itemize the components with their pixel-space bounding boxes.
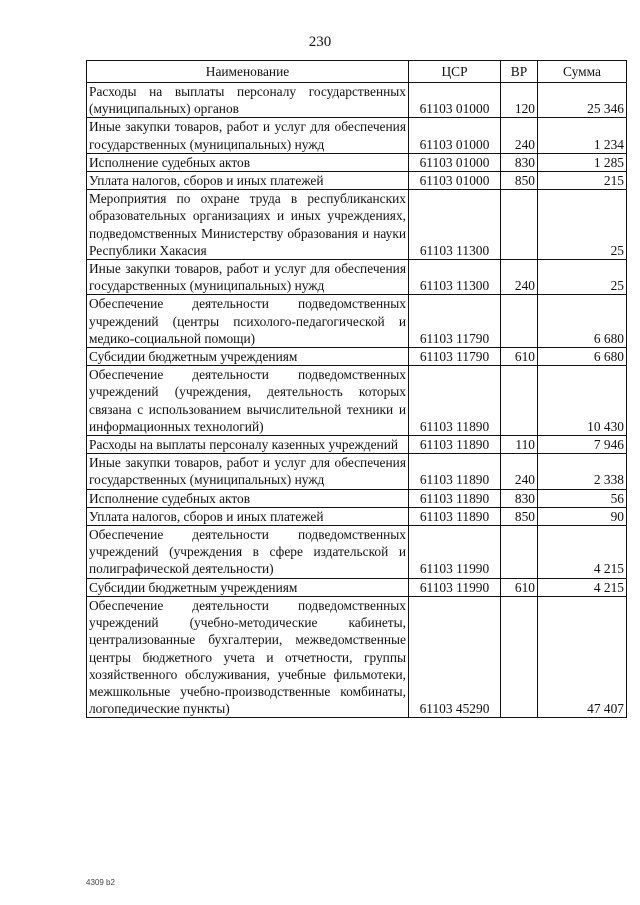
row-name: Обеспечение деятельности подведомственных учреждений (учебно-методические кабинеты, централизованные бухгалтерии, межведомственные центры бюджетного учета и отчетности, группы хозяйственного обслуживания, учебные фильмотеки, межшкольные учебно-производственные комбинаты, логопедические пункты) — [87, 596, 409, 717]
row-vr — [501, 526, 538, 579]
row-name: Уплата налогов, сборов и иных платежей — [87, 172, 409, 190]
header-vr: ВР — [501, 61, 538, 83]
row-name: Иные закупки товаров, работ и услуг для обеспечения государственных (муниципальных) нужд — [87, 118, 409, 153]
row-name: Субсидии бюджетным учреждениям — [87, 348, 409, 366]
row-sum: 215 — [538, 172, 627, 190]
row-vr — [501, 596, 538, 717]
row-sum: 1 234 — [538, 118, 627, 153]
row-vr: 240 — [501, 454, 538, 489]
row-csr: 61103 11790 — [409, 348, 501, 366]
row-sum: 90 — [538, 507, 627, 525]
table-row — [87, 526, 627, 579]
row-csr: 61103 11990 — [409, 526, 501, 579]
table-row — [87, 348, 627, 366]
row-csr: 61103 11790 — [409, 295, 501, 348]
table-row — [87, 596, 627, 717]
row-csr: 61103 11890 — [409, 436, 501, 454]
row-name: Расходы на выплаты персоналу казенных учреждений — [87, 436, 409, 454]
row-vr: 830 — [501, 489, 538, 507]
row-sum: 1 285 — [538, 153, 627, 171]
row-sum: 4 215 — [538, 526, 627, 579]
row-csr: 61103 01000 — [409, 118, 501, 153]
row-vr: 610 — [501, 348, 538, 366]
header-sum: Сумма — [538, 61, 627, 83]
row-csr: 61103 01000 — [409, 172, 501, 190]
page-number: 230 — [308, 34, 332, 50]
row-sum: 4 215 — [538, 578, 627, 596]
row-csr: 61103 11890 — [409, 366, 501, 436]
row-sum: 7 946 — [538, 436, 627, 454]
row-sum: 25 — [538, 260, 627, 295]
row-vr: 830 — [501, 153, 538, 171]
row-sum: 6 680 — [538, 295, 627, 348]
row-name: Обеспечение деятельности подведомственных учреждений (учреждения в сфере издательской и полиграфической деятельности) — [87, 526, 409, 579]
row-vr: 120 — [501, 83, 538, 118]
row-csr: 61103 11890 — [409, 489, 501, 507]
row-csr: 61103 01000 — [409, 153, 501, 171]
table-row — [87, 295, 627, 348]
row-sum: 2 338 — [538, 454, 627, 489]
row-sum: 47 407 — [538, 596, 627, 717]
table-row — [87, 118, 627, 153]
row-csr: 61103 11890 — [409, 507, 501, 525]
row-csr: 61103 01000 — [409, 83, 501, 118]
table-row — [87, 153, 627, 171]
table-row — [87, 83, 627, 118]
row-sum: 10 430 — [538, 366, 627, 436]
row-sum: 6 680 — [538, 348, 627, 366]
table-row — [87, 454, 627, 489]
footer-code: 4309 b2 — [86, 878, 115, 887]
row-name: Иные закупки товаров, работ и услуг для обеспечения государственных (муниципальных) нужд — [87, 260, 409, 295]
row-vr: 240 — [501, 118, 538, 153]
table-row — [87, 260, 627, 295]
row-vr: 240 — [501, 260, 538, 295]
row-name: Исполнение судебных актов — [87, 153, 409, 171]
table-row — [87, 172, 627, 190]
row-name: Субсидии бюджетным учреждениям — [87, 578, 409, 596]
table-header-row — [87, 61, 627, 83]
header-csr: ЦСР — [409, 61, 501, 83]
table-row — [87, 436, 627, 454]
row-name: Расходы на выплаты персоналу государственных (муниципальных) органов — [87, 83, 409, 118]
row-csr: 61103 11990 — [409, 578, 501, 596]
row-sum: 25 346 — [538, 83, 627, 118]
table-row — [87, 507, 627, 525]
row-vr: 110 — [501, 436, 538, 454]
row-name: Обеспечение деятельности подведомственных учреждений (учреждения, деятельность которых связана с использованием вычислительной техники и информационных технологий) — [87, 366, 409, 436]
table-row — [87, 489, 627, 507]
row-vr: 850 — [501, 507, 538, 525]
row-csr: 61103 45290 — [409, 596, 501, 717]
header-name: Наименование — [87, 61, 409, 83]
row-vr — [501, 366, 538, 436]
row-vr: 850 — [501, 172, 538, 190]
row-name: Иные закупки товаров, работ и услуг для обеспечения государственных (муниципальных) нужд — [87, 454, 409, 489]
row-csr: 61103 11890 — [409, 454, 501, 489]
row-vr: 610 — [501, 578, 538, 596]
row-sum: 25 — [538, 190, 627, 260]
row-name: Уплата налогов, сборов и иных платежей — [87, 507, 409, 525]
row-csr: 61103 11300 — [409, 260, 501, 295]
row-name: Обеспечение деятельности подведомственных учреждений (центры психолого-педагогической и медико-социальной помощи) — [87, 295, 409, 348]
row-name: Мероприятия по охране труда в республиканских образовательных организациях и иных учреждениях, подведомственных Министерству образования и науки Республики Хакасия — [87, 190, 409, 260]
row-sum: 56 — [538, 489, 627, 507]
row-vr — [501, 295, 538, 348]
row-name: Исполнение судебных актов — [87, 489, 409, 507]
budget-table — [86, 60, 627, 718]
table-row — [87, 366, 627, 436]
table-row — [87, 578, 627, 596]
row-vr — [501, 190, 538, 260]
table-row — [87, 190, 627, 260]
row-csr: 61103 11300 — [409, 190, 501, 260]
